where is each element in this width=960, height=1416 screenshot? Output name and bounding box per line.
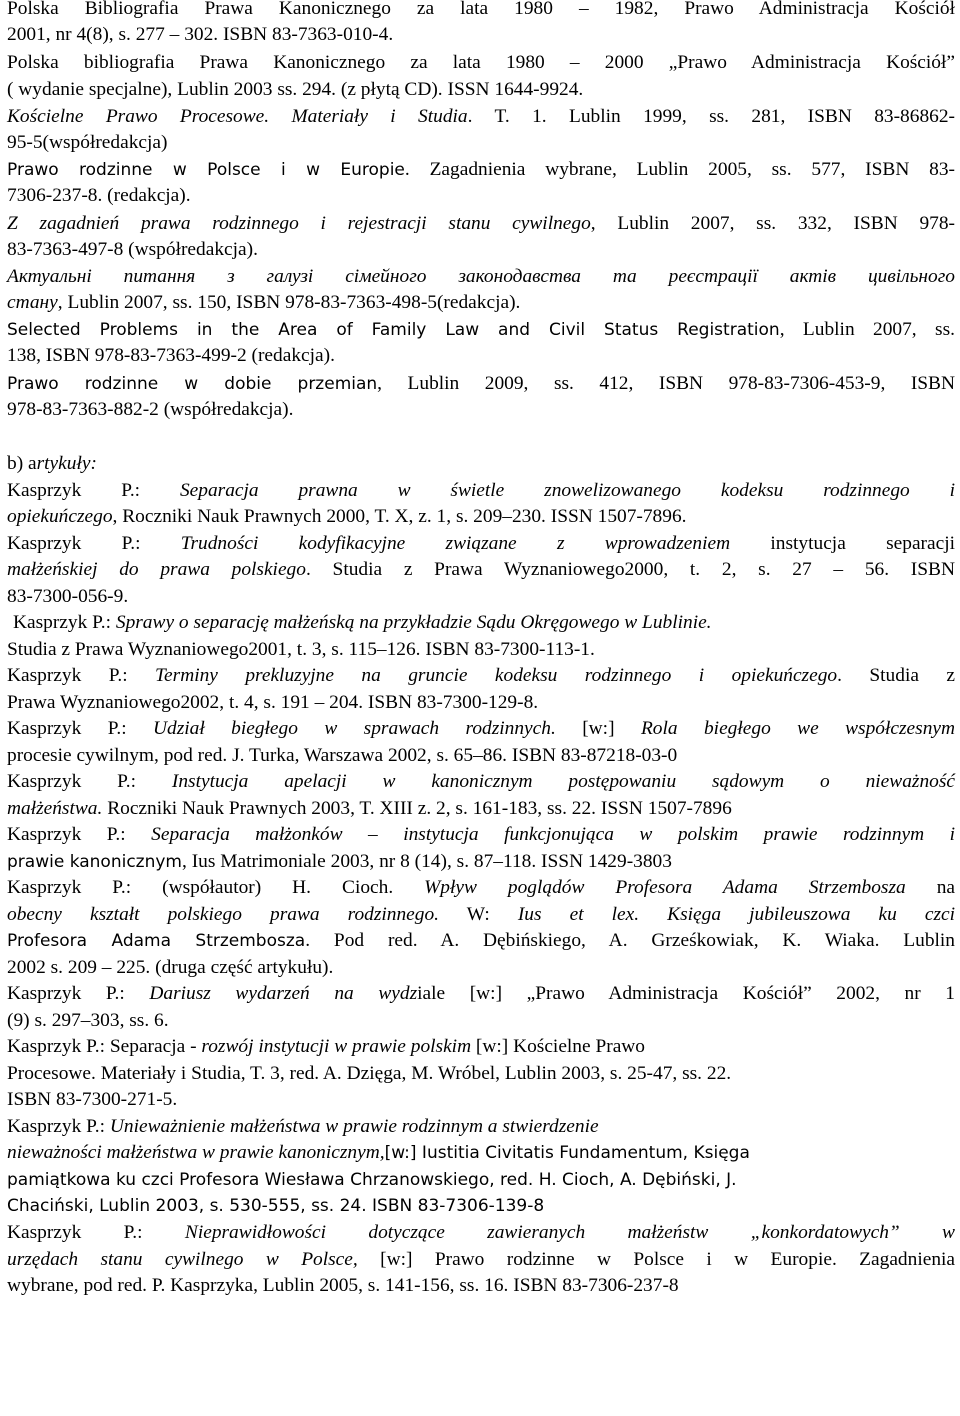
text-run: Chaciński, Lublin 2003, s. 530-555, ss. 24. ISBN 83-7306-139-8 [7, 1196, 545, 1216]
text-line [7, 397, 955, 423]
text-line [7, 796, 955, 822]
text-run: W: [439, 904, 518, 925]
text-line [7, 1273, 955, 1299]
text-line [7, 1034, 955, 1060]
text-line [7, 1140, 955, 1166]
text-run: Kasprzyk P.: [7, 718, 154, 739]
text-line [7, 157, 955, 183]
text-run: b) a [7, 453, 37, 474]
text-line [7, 849, 955, 875]
text-run: 95-5(współredakcja) [7, 132, 168, 153]
italic-text: Z zagadnień prawa rodzinnego i rejestracji stanu cywilnego [7, 213, 591, 234]
text-run: 7306-237-8. (redakcja). [7, 185, 191, 206]
text-run: pamiątkowa ku czci Profesora Wiesława Chrzanowskiego, red. H. Cioch, A. Dębiński, J. [7, 1170, 737, 1190]
text-line [7, 902, 955, 928]
text-line [7, 343, 955, 369]
text-line [7, 875, 955, 901]
text-run: Kasprzyk P.: [13, 612, 116, 633]
italic-text: małżeńskiej do prawa polskiego [7, 559, 306, 580]
italic-text: Sprawy o separację małżeńską na przykładzie Sądu Okręgowego w Lublinie. [115, 612, 712, 633]
text-line [7, 981, 955, 1007]
italic-text: rozwój instytucji w prawie polskim [201, 1036, 472, 1057]
text-line [7, 1247, 955, 1273]
italic-text: małżeństwa. [7, 798, 103, 819]
text-run: , Lublin 2007, ss. 332, ISBN 978- [590, 213, 955, 234]
text-run: [w:] Iustitia Civitatis Fundamentum, Księga [384, 1143, 750, 1163]
text-run: (9) s. 297–303, ss. 6. [7, 1010, 169, 1031]
text-run: Studia z Prawa Wyznaniowego2001, t. 3, s. 115–126. ISBN 83-7300-113-1. [7, 639, 595, 660]
italic-text: Terminy prekluzyjne na gruncie kodeksu rodzinnego i opiekuńczego [155, 665, 838, 686]
text-line [7, 1061, 955, 1087]
italic-text: urzędach stanu cywilnego w Polsce, [7, 1249, 358, 1270]
italic-text: obecny kształt polskiego prawa rodzinnego. [7, 904, 440, 925]
text-run: . Pod red. A. Dębińskiego, A. Grześkowiak, K. Wiaka. Lublin [305, 930, 955, 951]
text-run: wybrane, pod red. P. Kasprzyka, Lublin 2005, s. 141-156, ss. 16. ISBN 83-7306-237-8 [7, 1275, 679, 1296]
text-line [7, 928, 955, 954]
italic-text: Rola biegłego we współczesnym [640, 718, 955, 739]
italic-text: Ius et lex. Księga jubileuszowa ku czci [517, 904, 955, 925]
text-line [7, 211, 955, 237]
italic-text: Instytucja apelacji w kanonicznym postępowaniu sądowym o nieważność [171, 771, 955, 792]
text-line [7, 77, 955, 103]
text-run: [w:] Prawo rodzinne w Polsce i w Europie. Zagadnienia [357, 1249, 956, 1270]
text-line [7, 531, 955, 557]
text-line [7, 1220, 955, 1246]
text-line [7, 478, 955, 504]
italic-text: Wpływ poglądów Profesora Adama Strzembosza [424, 877, 906, 898]
italic-text: Separacja prawna w świetle znowelizowanego kodeksu rodzinnego i [179, 480, 956, 501]
text-run: [w:] Kościelne Prawo [471, 1036, 646, 1057]
text-line [7, 264, 955, 290]
text-run: ISBN 83-7300-271-5. [7, 1089, 178, 1110]
italic-text: rtykuły: [36, 453, 97, 474]
text-run: Kasprzyk P.: [7, 1222, 185, 1243]
text-run: , Roczniki Nauk Prawnych 2000, T. X, z. 1, s. 209–230. ISSN 1507-7896. [112, 506, 687, 527]
italic-text: opiekuńczego [7, 506, 113, 527]
text-run: , Lublin 2007, ss. [779, 319, 955, 340]
text-line [7, 0, 955, 22]
text-run: 2001, nr 4(8), s. 277 – 302. ISBN 83-7363-010-4. [7, 24, 394, 45]
text-line [7, 183, 955, 209]
text-run: 83-7300-056-9. [7, 586, 129, 607]
text-line [7, 290, 955, 316]
text-line [7, 504, 955, 530]
text-run: na [905, 877, 955, 898]
text-line [7, 50, 955, 76]
text-run: . Zagadnienia wybrane, Lublin 2005, ss. 577, ISBN 83- [404, 159, 955, 180]
text-run: Kasprzyk P.: [7, 480, 180, 501]
text-run: Procesowe. Materiały i Studia, T. 3, red. A. Dzięga, M. Wróbel, Lublin 2003, s. 25-47, ss. 22. [7, 1063, 732, 1084]
text-run: instytucja separacji [730, 533, 955, 554]
text-run: Kasprzyk P.: [7, 824, 152, 845]
text-run: Selected Problems in the Area of Family Law and Civil Status Registration [7, 320, 780, 340]
text-run: , Ius Matrimoniale 2003, nr 8 (14), s. 87–118. ISSN 1429-3803 [182, 851, 672, 872]
text-run: , Lublin 2007, ss. 150, ISBN 978-83-7363-498-5(redakcja). [57, 292, 521, 313]
text-line [7, 1114, 955, 1140]
text-run: iale [w:] „Prawo Administracja Kościół” 2002, nr 1 [417, 983, 955, 1004]
text-run: prawie kanonicznym [7, 852, 182, 872]
italic-text: Nieprawidłowości dotyczące zawieranych małżeństw „konkordatowych” w [184, 1222, 955, 1243]
text-line [7, 1193, 955, 1219]
text-run: Kasprzyk P.: [7, 1116, 110, 1137]
text-line [7, 130, 955, 156]
text-line [7, 104, 955, 130]
text-line [7, 584, 955, 610]
text-run: Polska bibliografia Prawa Kanonicznego za lata 1980 – 2000 „Prawo Administracja Kościół” [7, 52, 955, 73]
text-run: procesie cywilnym, pod red. J. Turka, Warszawa 2002, s. 65–86. ISBN 83-87218-03-0 [7, 745, 678, 766]
text-run: 2002 s. 209 – 225. (druga część artykułu). [7, 957, 334, 978]
italic-text: Unieważnienie małżeństwa w prawie rodzinnym a stwierdzenie [109, 1116, 599, 1137]
text-run: Profesora Adama Strzembosza [7, 931, 306, 951]
text-line [7, 955, 955, 981]
text-run: Kasprzyk P.: [7, 983, 150, 1004]
text-line [7, 237, 955, 263]
text-run: Kasprzyk P.: [7, 771, 172, 792]
text-line [7, 557, 955, 583]
section-heading [7, 451, 955, 477]
italic-text: Udział biegłego w sprawach rodzinnych. [153, 718, 556, 739]
text-run: Kasprzyk P.: Separacja - [7, 1036, 202, 1057]
text-run: 83-7363-497-8 (współredakcja). [7, 239, 258, 260]
text-line [7, 690, 955, 716]
text-run: Prawo rodzinne w Polsce i w Europie [7, 160, 405, 180]
text-run: . Studia z Prawa Wyznaniowego2000, t. 2, s. 27 – 56. ISBN [305, 559, 955, 580]
text-line [7, 663, 955, 689]
italic-text: Trudności kodyfikacyjne związane z wprowadzeniem [180, 533, 731, 554]
text-run: [w:] [555, 718, 641, 739]
text-line [7, 22, 955, 48]
text-line [7, 743, 955, 769]
text-run: ( wydanie specjalne), Lublin 2003 ss. 294. (z płytą CD). ISSN 1644-9924. [7, 79, 584, 100]
italic-text: стану [7, 292, 58, 313]
text-line [7, 716, 955, 742]
text-run: , Lublin 2009, ss. 412, ISBN 978-83-7306-453-9, ISBN [377, 373, 955, 394]
text-run: Prawa Wyznaniowego2002, t. 4, s. 191 – 204. ISBN 83-7300-129-8. [7, 692, 539, 713]
text-line [7, 1167, 955, 1193]
text-line [7, 317, 955, 343]
text-run: Kasprzyk P.: [7, 533, 181, 554]
text-run: . Studia z [837, 665, 955, 686]
italic-text: Актуальнi питання з галузi сiмейного законодавства та реєстрацiї актiв цивiльного [7, 266, 955, 287]
text-run: Prawo rodzinne w dobie przemian [7, 374, 378, 394]
text-line [7, 1087, 955, 1113]
italic-text: Dariusz wydarzeń na wydz [149, 983, 418, 1004]
italic-text: Kościelne Prawo Procesowe. Materiały i Studia [7, 106, 468, 127]
italic-text: Separacja małżonków – instytucja funkcjonująca w polskim prawie rodzinnym i [151, 824, 956, 845]
text-line [13, 610, 955, 636]
text-line [7, 822, 955, 848]
text-run: Kasprzyk P.: (współautor) H. Cioch. [7, 877, 425, 898]
text-line [7, 371, 955, 397]
text-run: 978-83-7363-882-2 (współredakcja). [7, 399, 294, 420]
text-line [7, 1008, 955, 1034]
text-run: 138, ISBN 978-83-7363-499-2 (redakcja). [7, 345, 335, 366]
italic-text: nieważności małżeństwa w prawie kanonicznym, [7, 1142, 385, 1163]
text-run: Polska Bibliografia Prawa Kanonicznego za lata 1980 – 1982, Prawo Administracja Kościół [7, 0, 955, 19]
text-run: . T. 1. Lublin 1999, ss. 281, ISBN 83-86862- [467, 106, 955, 127]
text-run: Roczniki Nauk Prawnych 2003, T. XIII z. 2, s. 161-183, ss. 22. ISSN 1507-7896 [102, 798, 732, 819]
text-line [7, 769, 955, 795]
text-run: Kasprzyk P.: [7, 665, 156, 686]
text-line [7, 637, 955, 663]
